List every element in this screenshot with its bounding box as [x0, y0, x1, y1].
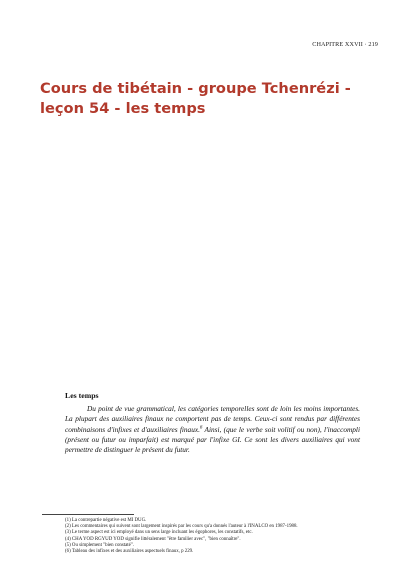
body-paragraph [65, 404, 360, 455]
footnote-reference: 6 [199, 425, 203, 431]
footnote-item: (5) Ou simplement "bien constaté". [65, 542, 135, 548]
page-title: Cours de tibétain - groupe Tchenrézi - leçon 54 - les temps [40, 80, 351, 117]
section-heading: Les temps [65, 391, 99, 400]
footnote-divider [42, 514, 134, 515]
footnote-item: (2) Les commentaires qui suivent sont largement inspirés par les cours qu'a donnés l'auteur à l'INALCO en 1987-1988. [65, 524, 298, 530]
footnote-item: (3) Le terme aspect est ici employé dans un sens large incluant les égophores, les constatifs, etc. [65, 530, 253, 536]
paragraph-text-part2: Ainsi, (que le verbe soit volitif ou non), l'inaccompli (présent ou futur ou imparfait) est marqué par l'infixe GI. Ce sont les divers auxiliaires qui vont permettre de distinguer le présent du futur. [65, 424, 360, 455]
footnote-item: (1) La contrepartie négative est MI DUG. [65, 518, 147, 523]
footnote-item: (6) Tableau des infixes et des auxiliaires aspectuels finaux, p 229. [65, 549, 194, 555]
paragraph-text-part1: Du point de vue grammatical, les catégories temporelles sont de loin les moins importantes. La plupart des auxiliaires finaux ne comportent pas de temps. Ceux-ci sont rendus par différentes combinaisons d'infixes et d'auxiliaires finaux. [65, 404, 360, 434]
running-head: CHAPITRE XXVII · 219 [312, 41, 378, 48]
footnotes-list [65, 518, 375, 555]
footnote-item: (4) CHA YOD RGYUD YOD signifie littéralement "être familier avec", "bien connaître". [65, 536, 241, 542]
